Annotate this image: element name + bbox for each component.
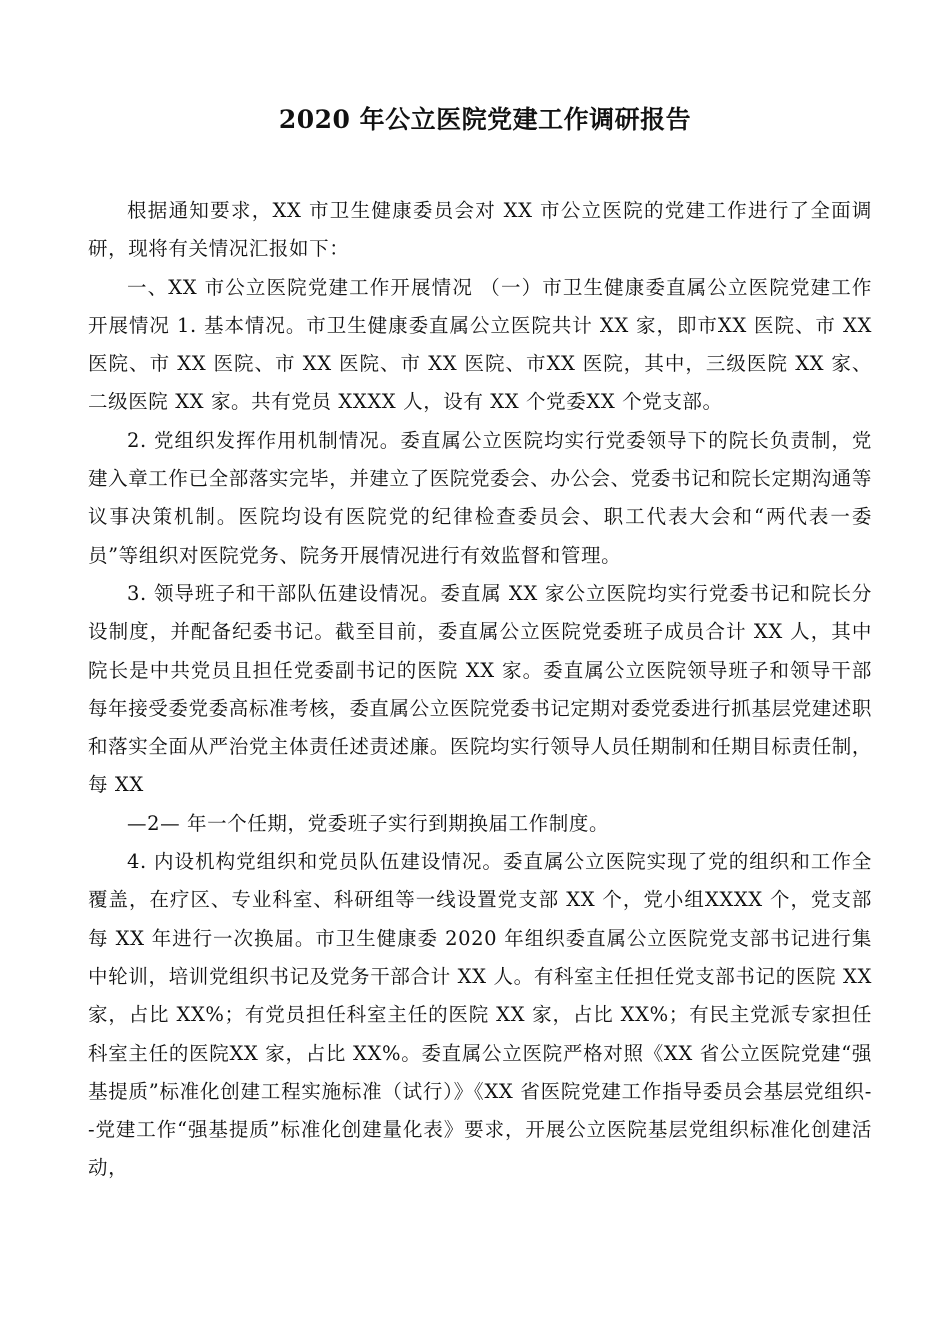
paragraph-leadership: 3. 领导班子和干部队伍建设情况。委直属 XX 家公立医院均实行党委书记和院长分设制度，并配备纪委书记。截至目前，委直属公立医院党委班子成员合计 XX 人，其中院长是中共党员且担任党委副书记的医院 XX 家。委直属公立医院领导班子和领导干部每年接受委党委高标准考核，委直属公立医院党委书记定期对委党委进行抓基层党建述职和落实全面从严治党主体责任述责述廉。医院均实行领导人员任期制和任期目标责任制，每 XX (88, 581, 872, 797)
paragraph-internal-organization: 4. 内设机构党组织和党员队伍建设情况。委直属公立医院实现了党的组织和工作全覆盖，在疗区、专业科室、科研组等一线设置党支部 XX 个，党小组XXXX 个，党支部每 XX 年进行一次换届。市卫生健康委 2020 年组织委直属公立医院党支部书记进行集中轮训，培训党组织书记及党务干部合计 XX 人。有科室主任担任党支部书记的医院 XX 家，占比 XX%；有党员担任科室主任的医院 XX 家，占比 XX%；有民主党派专家担任科室主任的医院XX 家，占比 XX%。委直属公立医院严格对照《XX 省公立医院党建“强基提质”标准化创建工程实施标准（试行）》《XX 省医院党建工作指导委员会基层党组织--党建工作“强基提质”标准化创建量化表》要求，开展公立医院基层党组织标准化创建活动， (88, 850, 872, 1180)
paragraph-term-continuation: —2— 年一个任期，党委班子实行到期换届工作制度。 (127, 811, 610, 835)
paragraph-basic-situation: 一、XX 市公立医院党建工作开展情况 （一）市卫生健康委直属公立医院党建工作开展情况 1. 基本情况。市卫生健康委直属公立医院共计 XX 家，即市XX 医院、市 XX 医院、市 XX 医院、市 XX 医院、市 XX 医院、市XX 医院，其中，三级医院 XX 家、二级医院 XX 家。共有党员 XXXX 人，设有 XX 个党委XX 个党支部。 (88, 275, 872, 414)
document-title: 2020 年公立医院党建工作调研报告 (278, 105, 692, 134)
paragraph-party-mechanism: 2. 党组织发挥作用机制情况。委直属公立医院均实行党委领导下的院长负责制，党建入章工作已全部落实完毕，并建立了医院党委会、办公会、党委书记和院长定期沟通等议事决策机制。医院均设有医院党的纪律检查委员会、职工代表大会和“两代表一委员”等组织对医院党务、院务开展情况进行有效监督和管理。 (88, 428, 872, 567)
paragraph-intro: 根据通知要求，XX 市卫生健康委员会对 XX 市公立医院的党建工作进行了全面调研，现将有关情况汇报如下： (88, 199, 872, 261)
